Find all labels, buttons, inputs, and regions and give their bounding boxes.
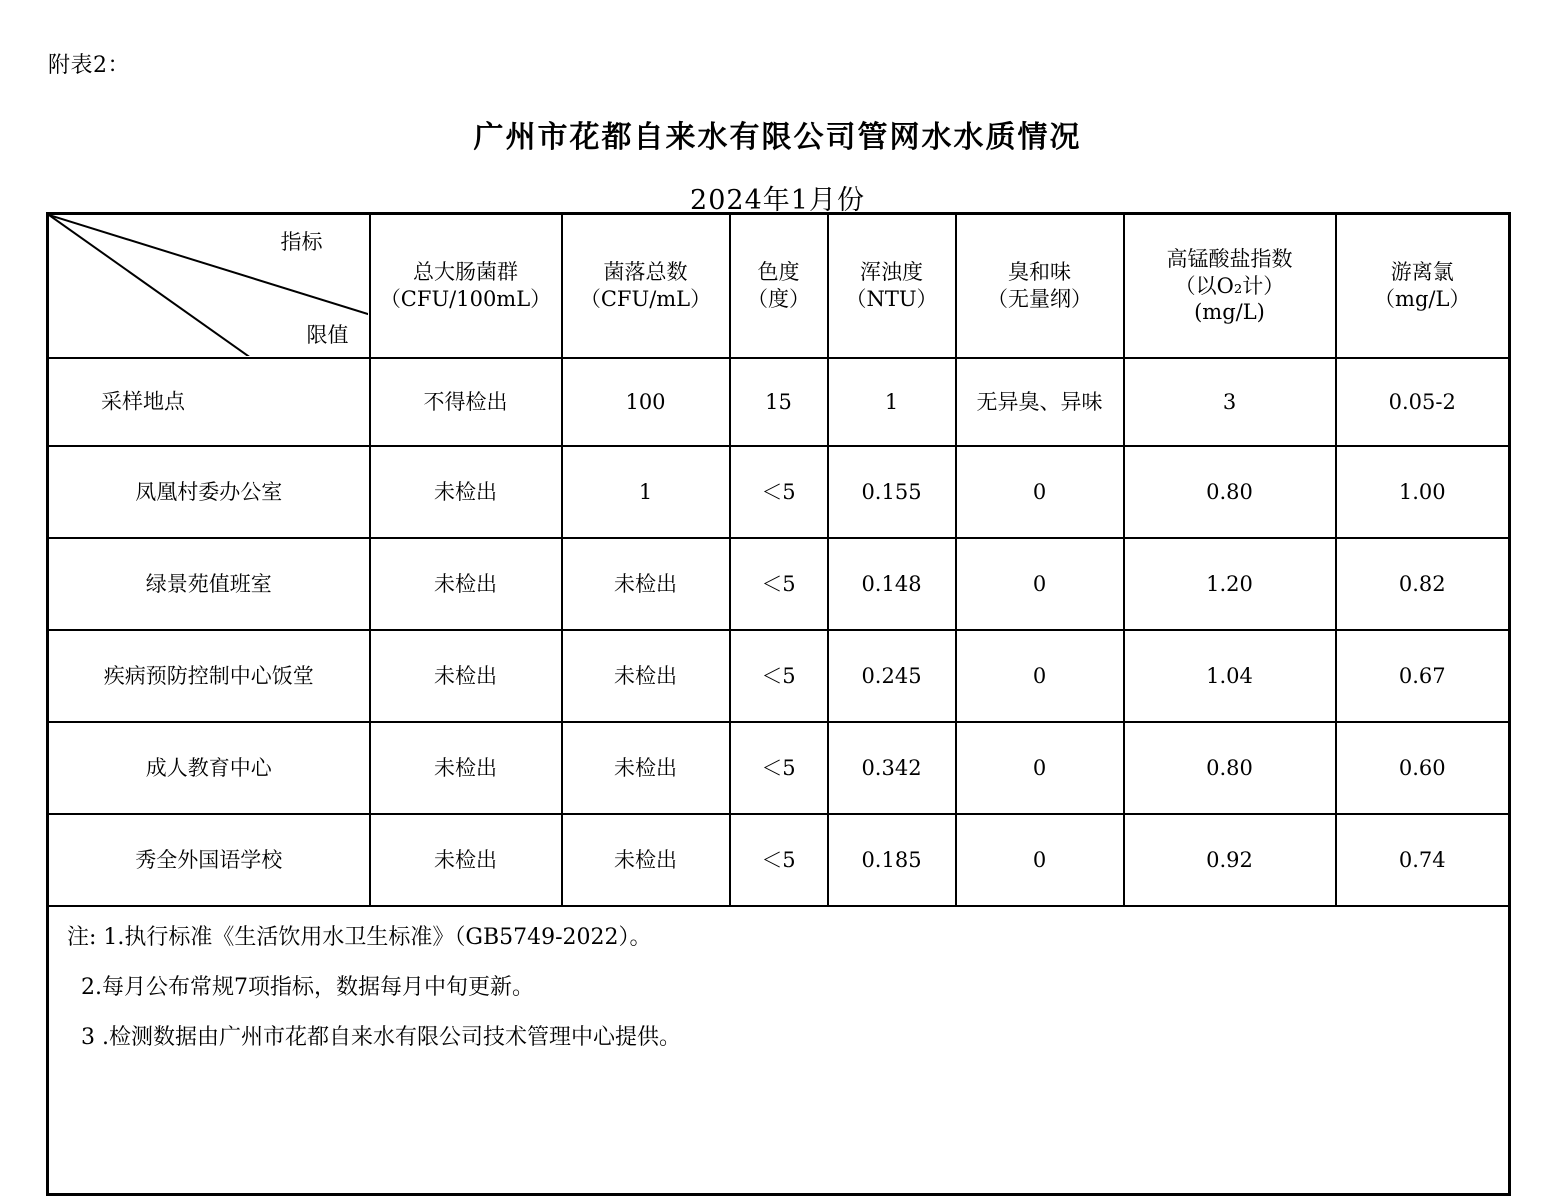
cell-colony-count: 未检出 [562, 722, 730, 814]
cell-total-coliform: 未检出 [370, 814, 562, 906]
row-site-name: 凤凰村委办公室 [48, 446, 370, 538]
cell-chroma: ＜5 [730, 538, 828, 630]
column-header-name: 高锰酸盐指数 [1166, 246, 1293, 271]
row-site-name: 成人教育中心 [48, 722, 370, 814]
cell-free-chlorine: 0.82 [1336, 538, 1510, 630]
cell-odor-taste: 0 [956, 538, 1124, 630]
cell-turbidity: 0.342 [828, 722, 956, 814]
row-site-name: 秀全外国语学校 [48, 814, 370, 906]
table-header-row [48, 214, 1510, 359]
corner-diagonal-cell [48, 214, 370, 359]
note-line-2: 2.每月公布常规7项指标，数据每月中旬更新。 [81, 975, 534, 1001]
cell-total-coliform: 未检出 [370, 538, 562, 630]
column-header-unit: （无量纲） [987, 287, 1092, 311]
column-header-unit: （度） [747, 287, 810, 311]
cell-total-coliform: 未检出 [370, 722, 562, 814]
cell-chroma: ＜5 [730, 446, 828, 538]
cell-turbidity: 0.148 [828, 538, 956, 630]
table-row [48, 814, 1510, 906]
note-line-1: 注: 1.执行标准《生活饮用水卫生标准》（GB5749-2022）。 [67, 925, 652, 950]
column-header-unit: （CFU/100mL） [379, 287, 552, 311]
corner-site-cell [48, 358, 370, 446]
cell-free-chlorine: 1.00 [1336, 446, 1510, 538]
cell-total-coliform: 未检出 [370, 446, 562, 538]
column-header-name: 菌落总数 [603, 260, 688, 285]
limit-value: 不得检出 [370, 358, 562, 446]
cell-free-chlorine: 0.67 [1336, 630, 1510, 722]
cell-odor-taste: 0 [956, 722, 1124, 814]
row-site-name: 疾病预防控制中心饭堂 [48, 630, 370, 722]
cell-permanganate-index: 0.80 [1124, 446, 1336, 538]
cell-turbidity: 0.155 [828, 446, 956, 538]
column-header-total-coliform [370, 214, 562, 359]
column-header-permanganate-index [1124, 214, 1336, 359]
row-site-name: 绿景苑值班室 [48, 538, 370, 630]
column-header-unit: （以O₂计） [1174, 273, 1285, 298]
cell-odor-taste: 0 [956, 814, 1124, 906]
cell-colony-count: 1 [562, 446, 730, 538]
table-limits-row [48, 358, 1510, 446]
limit-value: 3 [1124, 358, 1336, 446]
note-line-3: 3 .检测数据由广州市花都自来水有限公司技术管理中心提供。 [81, 1025, 681, 1051]
column-header-turbidity [828, 214, 956, 359]
cell-colony-count: 未检出 [562, 630, 730, 722]
cell-permanganate-index: 1.04 [1124, 630, 1336, 722]
notes-cell [48, 906, 1510, 1195]
limit-value: 100 [562, 358, 730, 446]
cell-odor-taste: 0 [956, 630, 1124, 722]
column-header-name: 游离氯 [1390, 260, 1454, 285]
cell-permanganate-index: 0.92 [1124, 814, 1336, 906]
table-row [48, 722, 1510, 814]
limit-value: 15 [730, 358, 828, 446]
page-subtitle: 2024年1月份 [690, 185, 865, 216]
column-header-name: 臭和味 [1008, 260, 1071, 285]
cell-free-chlorine: 0.60 [1336, 722, 1510, 814]
limit-value: 0.05-2 [1336, 358, 1510, 446]
cell-chroma: ＜5 [730, 630, 828, 722]
cell-colony-count: 未检出 [562, 538, 730, 630]
corner-site-label: 采样地点 [101, 389, 185, 414]
cell-odor-taste: 0 [956, 446, 1124, 538]
column-header-name: 色度 [757, 260, 800, 285]
table-row [48, 630, 1510, 722]
cell-permanganate-index: 0.80 [1124, 722, 1336, 814]
cell-chroma: ＜5 [730, 814, 828, 906]
limit-value: 无异臭、异味 [956, 358, 1124, 446]
cell-turbidity: 0.185 [828, 814, 956, 906]
water-quality-table-wrap [46, 212, 1508, 1196]
attachment-label: 附表2： [48, 53, 130, 78]
cell-free-chlorine: 0.74 [1336, 814, 1510, 906]
column-header-colony-count [562, 214, 730, 359]
column-header-unit: （NTU） [845, 287, 938, 311]
corner-indicator-label: 指标 [280, 230, 323, 254]
corner-limit-label: 限值 [306, 323, 349, 348]
column-header-name: 总大肠菌群 [413, 260, 518, 285]
column-header-odor-taste [956, 214, 1124, 359]
column-header-unit2: (mg/L) [1194, 300, 1265, 325]
cell-permanganate-index: 1.20 [1124, 538, 1336, 630]
column-header-unit: （mg/L） [1374, 287, 1471, 311]
column-header-name: 浑浊度 [860, 260, 923, 285]
cell-turbidity: 0.245 [828, 630, 956, 722]
cell-chroma: ＜5 [730, 722, 828, 814]
table-notes-row [48, 906, 1510, 1195]
limit-value: 1 [828, 358, 956, 446]
column-header-free-chlorine [1336, 214, 1510, 359]
column-header-unit: （CFU/mL） [579, 287, 712, 311]
water-quality-table [46, 212, 1511, 1196]
cell-total-coliform: 未检出 [370, 630, 562, 722]
page-title: 广州市花都自来水有限公司管网水水质情况 [473, 120, 1082, 155]
table-row [48, 538, 1510, 630]
table-row [48, 446, 1510, 538]
cell-colony-count: 未检出 [562, 814, 730, 906]
column-header-chroma [730, 214, 828, 359]
